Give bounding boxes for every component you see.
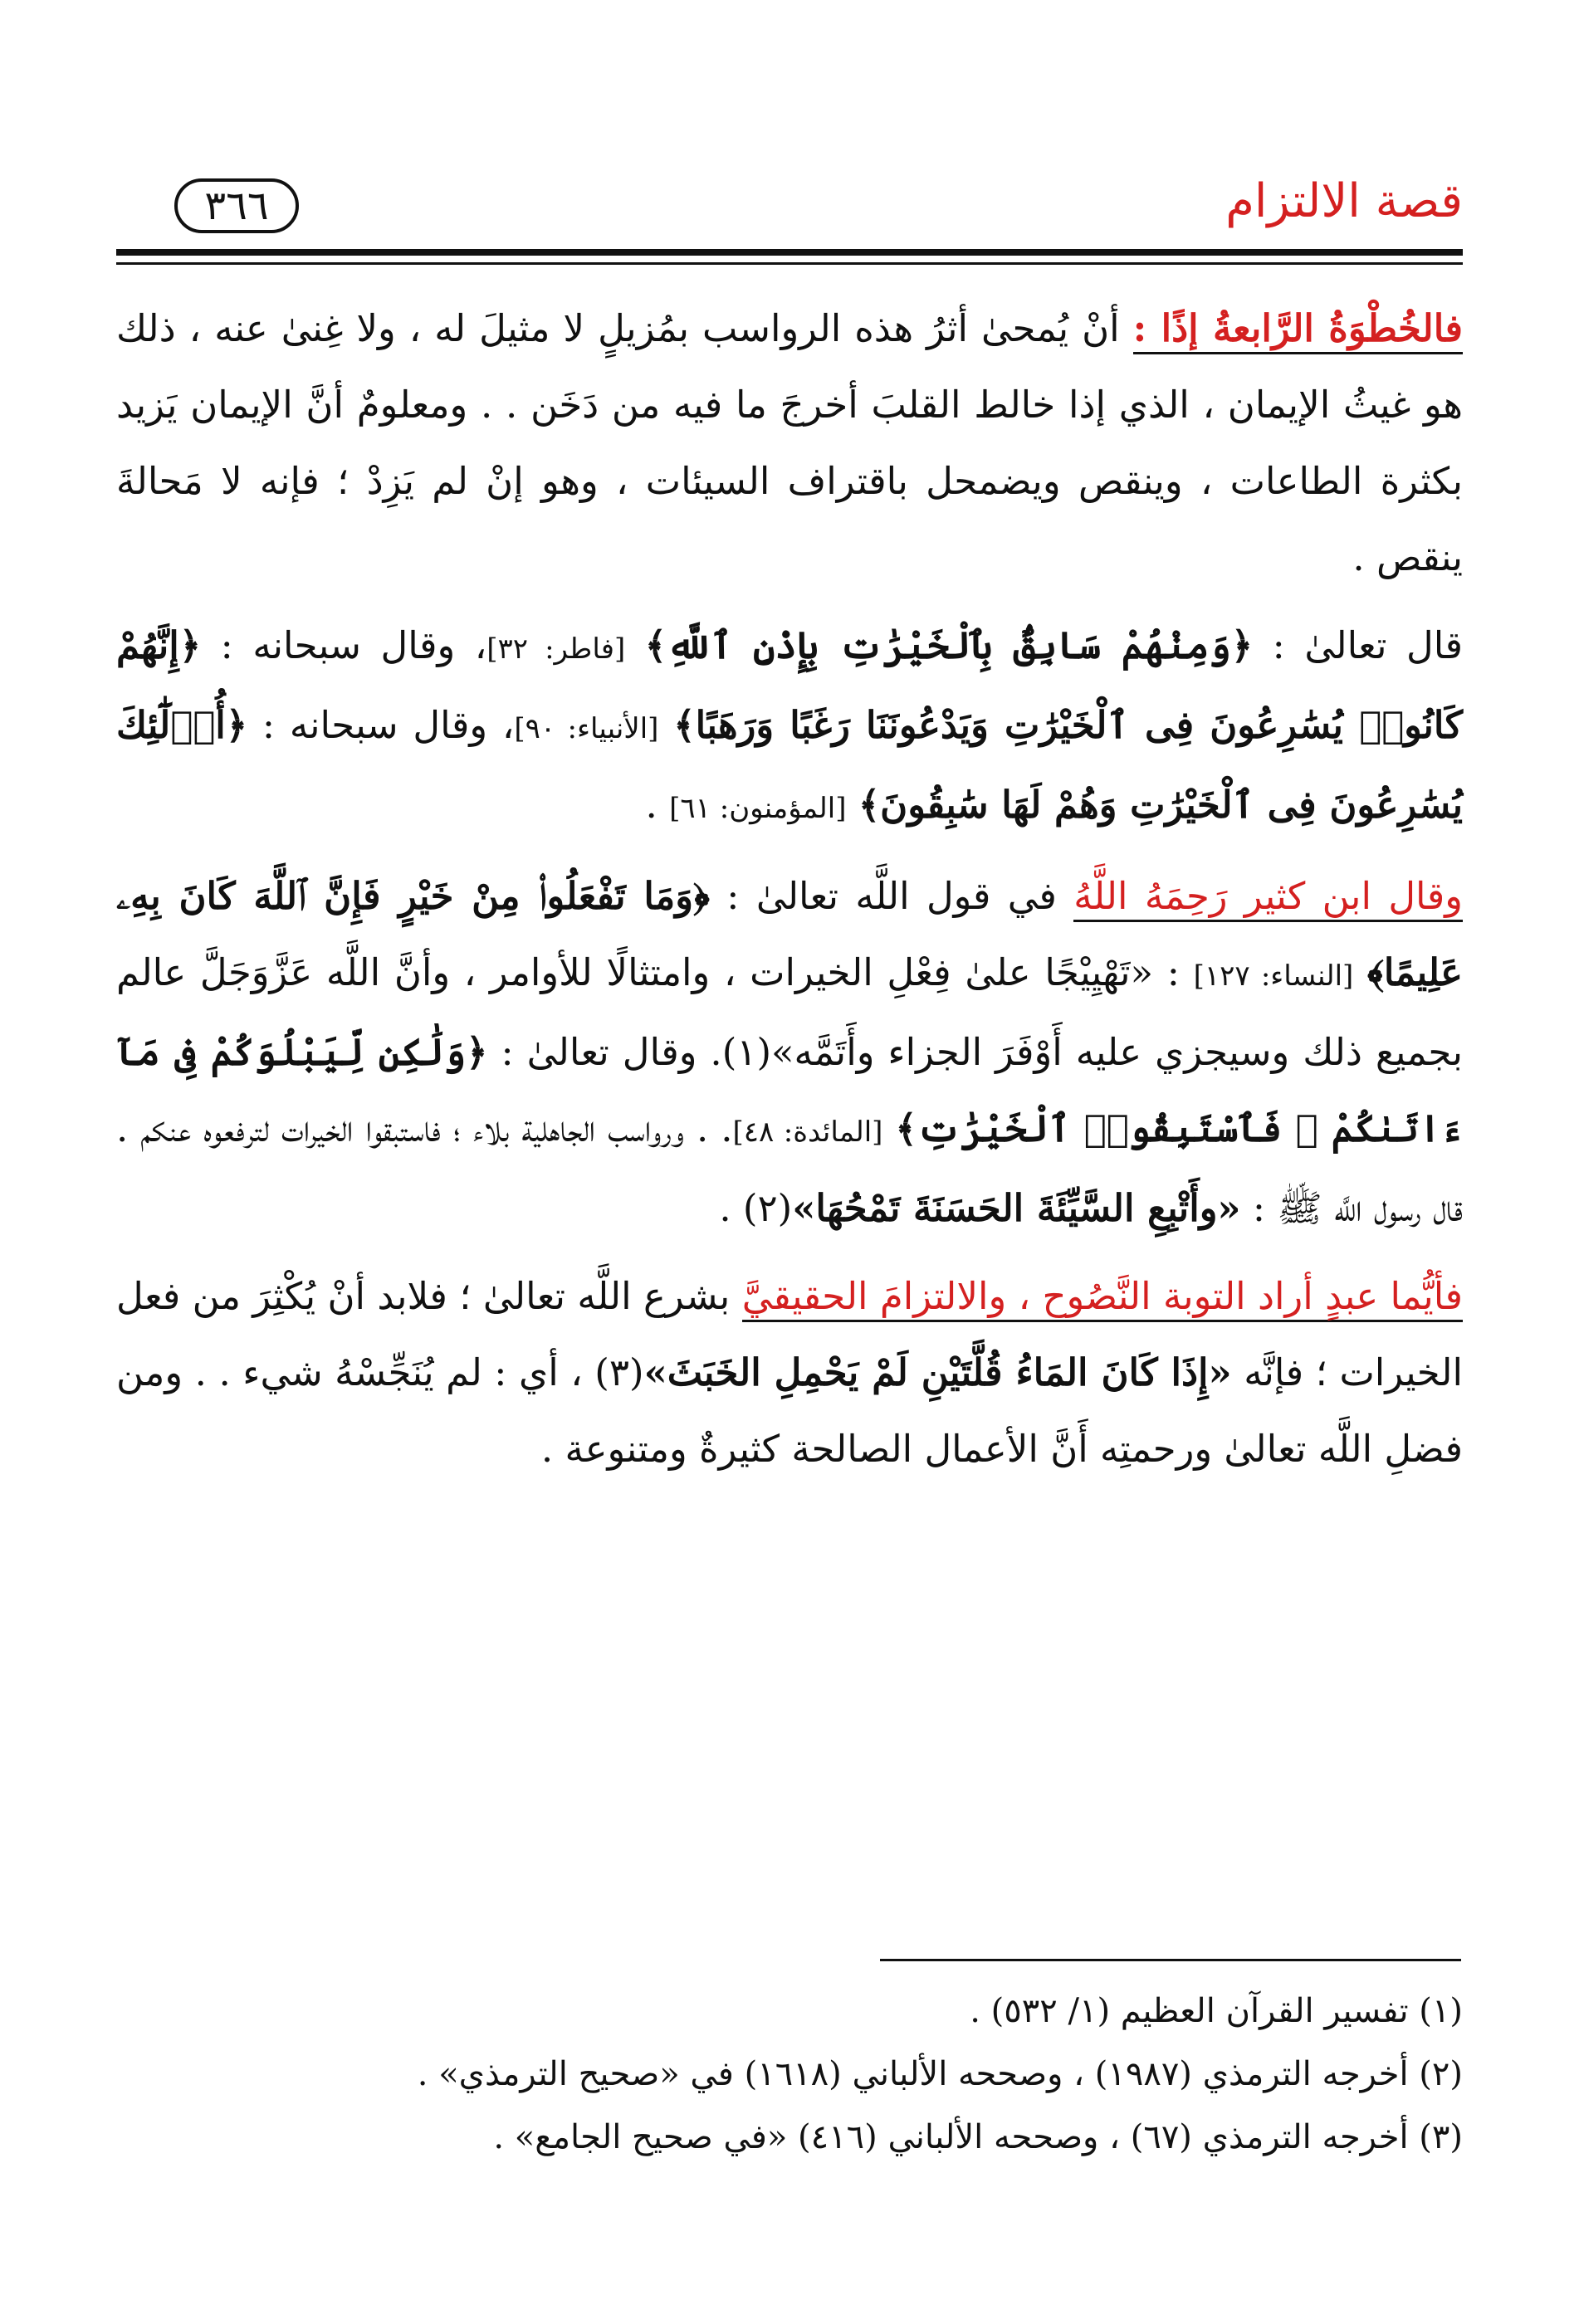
quran-verse: ﴿أُو۟لَٰٓئِكَ يُسَٰرِعُونَ فِى ٱلْخَيْرَٰتِ وَهُمْ لَهَا سَٰبِقُونَ﴾ bbox=[116, 703, 1463, 827]
footnote-1: (١) تفسير القرآن العظيم (١/ ٥٣٢) . bbox=[970, 1992, 1463, 2030]
header-rule-thick bbox=[116, 249, 1463, 256]
verse-reference: [المائدة: ٤٨] bbox=[732, 1116, 883, 1149]
quran-verse: ﴿وَمِنْهُمْ سَابِقٌۢ بِٱلْخَيْرَٰتِ بِإِذْنِ ٱللَّهِ﴾ bbox=[644, 623, 1254, 667]
text-span: . bbox=[645, 783, 658, 827]
verse-reference: [الأنبياء: ٩٠] bbox=[514, 712, 659, 745]
quran-verse: ﴿وَمَا تَفْعَلُوا۟ مِنْ خَيْرٍ فَإِنَّ ٱللَّهَ كَانَ بِهِۦ عَلِيمًا﴾ bbox=[116, 874, 1463, 994]
footnote-3: (٣) أخرجه الترمذي (٦٧) ، وصححه الألباني (٤١٦) «في صحيح الجامع» . bbox=[493, 2118, 1463, 2156]
quran-verse: ﴿إِنَّهُمْ كَانُوا۟ يُسَٰرِعُونَ فِى ٱلْخَيْرَٰتِ وَيَدْعُونَنَا رَغَبًا وَرَهَبًا﴾ bbox=[116, 623, 1463, 747]
hadith-quote: «وأَتْبِعِ السَّيِّئَةَ الحَسَنَةَ تَمْحُهَا» bbox=[792, 1186, 1241, 1230]
text-span: . . ورواسب الجاهلية بلاء ؛ فاستبقوا الخيرات لترفعوه عنكم . قال رسول اللَّه ﷺ : bbox=[116, 1106, 1463, 1230]
verse-reference: [المؤمنون: ٦١] bbox=[669, 792, 847, 825]
text-span: ، وقال سبحانه : bbox=[220, 623, 487, 667]
paragraph-1-text: أنْ يُمحىٰ أثرُ هذه الرواسب بمُزيلٍ لا مثيلَ له ، ولا غِنىٰ عنه ، ذلك هو غيثُ الإيمان ، الذي إذا خالط القلبَ أخرجَ ما فيه من دَخَن . . ومعلومٌ أنَّ الإيمان يَزيد بكثرة الطاعات ، وينقص ويضمحل باقتراف السيئات ، وهو إنْ لم يَزِدْ ؛ فإنه لا مَحالةَ ينقص . bbox=[116, 306, 1463, 579]
paragraph-4 bbox=[116, 1258, 1463, 1487]
footnote-2: (٢) أخرجه الترمذي (١٩٨٧) ، وصححه الألباني (١٦١٨) في «صحيح الترمذي» . bbox=[417, 2055, 1463, 2093]
verse-reference: [النساء: ١٢٧] bbox=[1193, 959, 1354, 993]
ibn-kathir-heading: وقال ابن كثير رَحِمَهُ اللَّهُ bbox=[1073, 874, 1463, 922]
page-body bbox=[116, 290, 1463, 1499]
footnote-separator bbox=[880, 1959, 1461, 1961]
repentance-heading: فأيُّما عبدٍ أراد التوبة النَّصُوح ، والالتزامَ الحقيقيَّ bbox=[742, 1274, 1463, 1322]
paragraph-3 bbox=[116, 858, 1463, 1247]
step-four-heading: فالخُطْوَةُ الرَّابعةُ إذًا : bbox=[1133, 306, 1463, 354]
paragraph-2 bbox=[116, 608, 1463, 847]
footnote-marker: (٢) . bbox=[719, 1186, 793, 1230]
page-number: ٣٦٦ bbox=[174, 178, 299, 233]
running-title: قصة الالتزام bbox=[1225, 174, 1463, 228]
text-span: ، وقال سبحانه : bbox=[262, 703, 515, 747]
text-span: في قول اللَّه تعالىٰ : bbox=[726, 874, 1057, 918]
header-rule-thin bbox=[116, 262, 1463, 265]
text-span: قال تعالىٰ : bbox=[1272, 623, 1463, 667]
verse-reference: [فاطر: ٣٢] bbox=[486, 632, 626, 666]
footnotes bbox=[116, 1980, 1463, 2169]
text-span: : «تَهْيِيْجًا علىٰ فِعْلِ الخيرات ، وامتثالًا للأوامر ، وأنَّ اللَّه عَزَّوَجَلَّ عالم بجميع ذلك وسيجزي عليه أَوْفَرَ الجزاء وأَتَمَّه»(١). وقال تعالىٰ : bbox=[116, 950, 1463, 1074]
paragraph-1 bbox=[116, 290, 1463, 596]
quran-verse: ﴿وَلَٰكِن لِّيَبْلُوَكُمْ فِى مَآ ءَاتَىٰكُمْ ۖ فَٱسْتَبِقُوا۟ ٱلْخَيْرَٰتِ﴾ bbox=[116, 1030, 1463, 1150]
page-header bbox=[116, 174, 1463, 249]
text-span: بشرع اللَّه تعالىٰ ؛ فلابد أنْ يُكْثِرَ من فعل الخيرات ؛ فإنَّه bbox=[116, 1274, 1463, 1394]
text-span: (٣) ، أي : لم يُنَجِّسْهُ شيء . . ومن فضلِ اللَّه تعالىٰ ورحمتِه أَنَّ الأعمال الصالحة كثيرةٌ ومتنوعة . bbox=[116, 1350, 1463, 1471]
hadith-quote: «إِذَا كَانَ المَاءُ قُلَّتَيْنِ لَمْ يَحْمِلِ الخَبَثَ» bbox=[643, 1350, 1232, 1394]
